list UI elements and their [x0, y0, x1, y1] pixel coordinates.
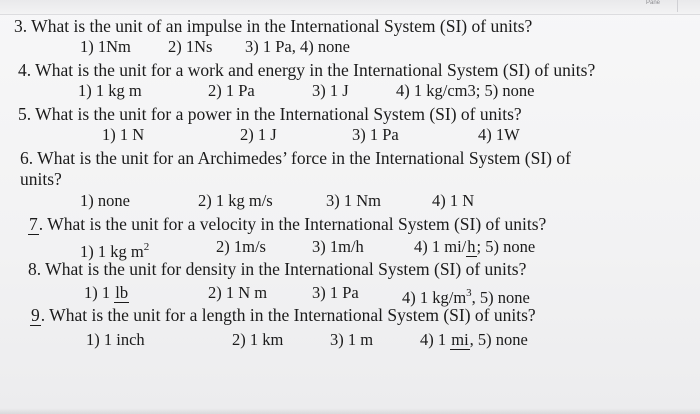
question-6-options — [0, 191, 700, 211]
q9-option-2: 2) 1 km — [232, 330, 284, 349]
q7-option-4-suffix: ; 5) none — [476, 237, 536, 256]
top-toolbar-strip — [0, 0, 700, 15]
q6-option-1: 1) none — [80, 191, 130, 210]
q9-option-4-suffix: , 5) none — [469, 330, 528, 349]
q5-option-3: 3) 1 Pa — [352, 125, 399, 144]
q4-option-2: 2) 1 Pa — [208, 81, 255, 100]
q8-option-2: 2) 1 N m — [208, 283, 268, 302]
question-8-options — [0, 283, 700, 307]
q3-option-2: 2) 1Ns — [168, 37, 213, 56]
q4-option-1: 1) 1 kg m — [78, 81, 142, 100]
q9-text: . What is the unit for a length in the International System (SI) of units? — [40, 305, 536, 325]
q9-option-1: 1) 1 inch — [86, 330, 145, 349]
q7-option-4-underlined: h — [467, 237, 476, 256]
question-3-options — [0, 37, 700, 57]
q8-option-4-suffix: , 5) none — [471, 288, 530, 307]
q5-option-4: 4) 1W — [478, 125, 520, 144]
page-bottom-shadow — [0, 408, 700, 414]
q8-option-1-prefix: 1) 1 — [84, 283, 115, 302]
q8-option-3: 3) 1 Pa — [312, 283, 359, 302]
q7-number: 7 — [29, 214, 38, 234]
question-7-options — [0, 237, 700, 261]
pane-label[interactable]: Pane — [645, 0, 660, 6]
q4-option-4: 4) 1 kg/cm3; 5) none — [396, 81, 535, 100]
question-4: 4. What is the unit for a work and energy in the International System (SI) of units? — [18, 60, 596, 80]
q3-option-3: 3) 1 Pa, 4) none — [245, 37, 350, 56]
q6-option-3: 3) 1 Nm — [326, 191, 381, 210]
question-4-options — [0, 81, 700, 101]
q4-option-3: 3) 1 J — [312, 81, 349, 100]
q8-option-1-underlined: lb — [115, 283, 129, 302]
q3-option-1: 1) 1Nm — [80, 37, 131, 56]
question-5: 5. What is the unit for a power in the International System (SI) of units? — [18, 104, 522, 124]
q9-option-3: 3) 1 m — [330, 330, 374, 349]
question-6-line-1: 6. What is the unit for an Archimedes’ force in the International System (SI) of — [20, 148, 571, 168]
q7-option-3: 3) 1m/h — [312, 237, 364, 256]
question-8: 8. What is the unit for density in the International System (SI) of units? — [28, 259, 527, 279]
q7-option-1-text: 1) 1 kg m — [80, 242, 144, 261]
q9-option-4-prefix: 4) 1 — [420, 330, 451, 349]
corner-panel — [677, 0, 696, 12]
q7-option-1-exponent: 2 — [143, 241, 150, 253]
q9-option-4 — [420, 330, 528, 350]
q7-option-4 — [414, 237, 535, 257]
question-5-options — [0, 125, 700, 145]
q9-number: 9 — [31, 305, 40, 325]
q7-option-2: 2) 1m/s — [216, 237, 266, 256]
question-9-options — [0, 330, 700, 350]
q6-option-2: 2) 1 kg m/s — [198, 191, 273, 210]
question-3: 3. What is the unit of an impulse in the International System (SI) of units? — [14, 16, 533, 36]
question-7 — [28, 214, 546, 234]
q7-text: . What is the unit for a velocity in the International System (SI) of units? — [38, 214, 547, 234]
q6-option-4: 4) 1 N — [432, 191, 475, 210]
q9-option-4-underlined: mi — [451, 330, 469, 349]
q8-option-1 — [84, 283, 129, 303]
question-9 — [30, 305, 536, 325]
q5-option-1: 1) 1 N — [102, 125, 145, 144]
q8-option-4-text: 4) 1 kg/m — [402, 288, 467, 307]
q7-option-4-prefix: 4) 1 mi/ — [414, 237, 467, 256]
question-6-line-2: units? — [20, 169, 62, 189]
q5-option-2: 2) 1 J — [240, 125, 277, 144]
q8-option-4-exponent: 3 — [466, 287, 472, 299]
